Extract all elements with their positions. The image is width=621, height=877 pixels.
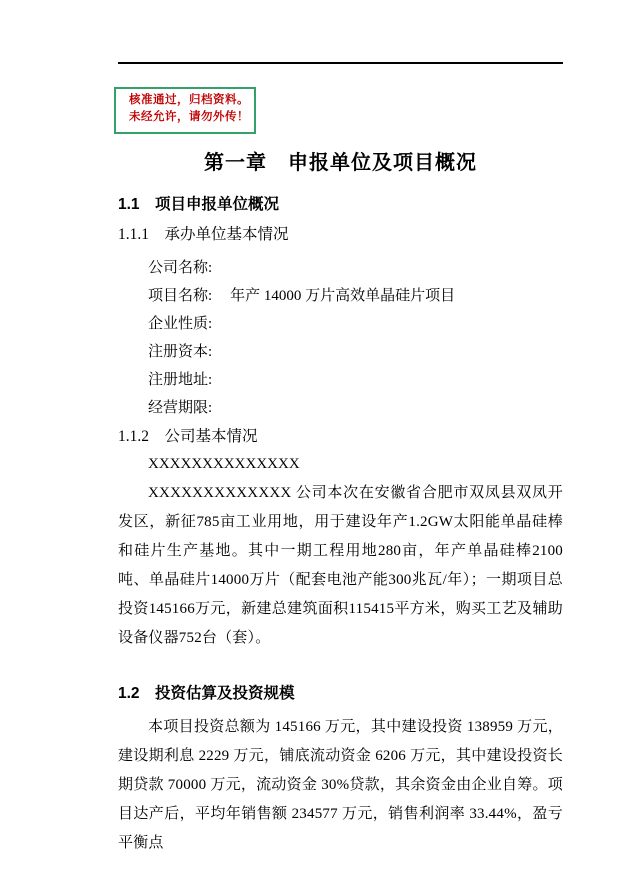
field-label: 企业性质: (148, 316, 213, 332)
heading-1-1: 1.1 项目申报单位概况 (118, 196, 280, 213)
field-company-name (118, 254, 563, 282)
document-content (118, 0, 563, 858)
field-label: 公司名称: (148, 260, 213, 276)
paragraph-company-overview: XXXXXXXXXXXXX 公司本次在安徽省合肥市双凤县双凤开发区，新征785亩工业用地，用于建设年产1.2GW太阳能单晶硅棒和硅片生产基地。其中一期工程用地280亩，年产单晶硅棒2100吨、单晶硅片14000万片（配套电池产能300兆瓦/年）；一期项目总投资145166万元，新建总建筑面积115415平方米，购买工艺及辅助设备仪器752台（套）。 (118, 485, 563, 646)
paragraph-investment: 本项目投资总额为 145166 万元，其中建设投资 138959 万元，建设期利息 2229 万元，铺底流动资金 6206 万元，其中建设投资长期贷款 70000 万元，流动资金 30%贷款，其余资金由企业自筹。项目达产后，平均年销售额 234577 万元，销售利润率 33.44%，盈亏平衡点 (118, 719, 563, 851)
field-registered-capital (118, 338, 563, 366)
stamp-line-1: 核准通过，归档资料。 (129, 94, 249, 106)
field-label: 项目名称: (148, 288, 213, 304)
chapter-title: 第一章 申报单位及项目概况 (204, 152, 477, 174)
field-registered-address (118, 366, 563, 394)
field-business-term (118, 394, 563, 422)
heading-1-2: 1.2 投资估算及投资规模 (118, 685, 295, 702)
field-project-name (118, 282, 563, 310)
field-label: 经营期限: (148, 400, 213, 416)
field-value: 年产 14000 万片高效单晶硅片项目 (230, 288, 456, 304)
stamp-line-2: 未经允许，请勿外传！ (129, 111, 249, 123)
company-name-placeholder: XXXXXXXXXXXXXX (148, 456, 300, 472)
field-enterprise-type (118, 310, 563, 338)
field-label: 注册资本: (148, 344, 213, 360)
heading-1-1-2: 1.1.2 公司基本情况 (118, 428, 258, 445)
heading-1-1-1: 1.1.1 承办单位基本情况 (118, 226, 289, 243)
field-label: 注册地址: (148, 372, 213, 388)
company-info-fields (118, 254, 563, 422)
